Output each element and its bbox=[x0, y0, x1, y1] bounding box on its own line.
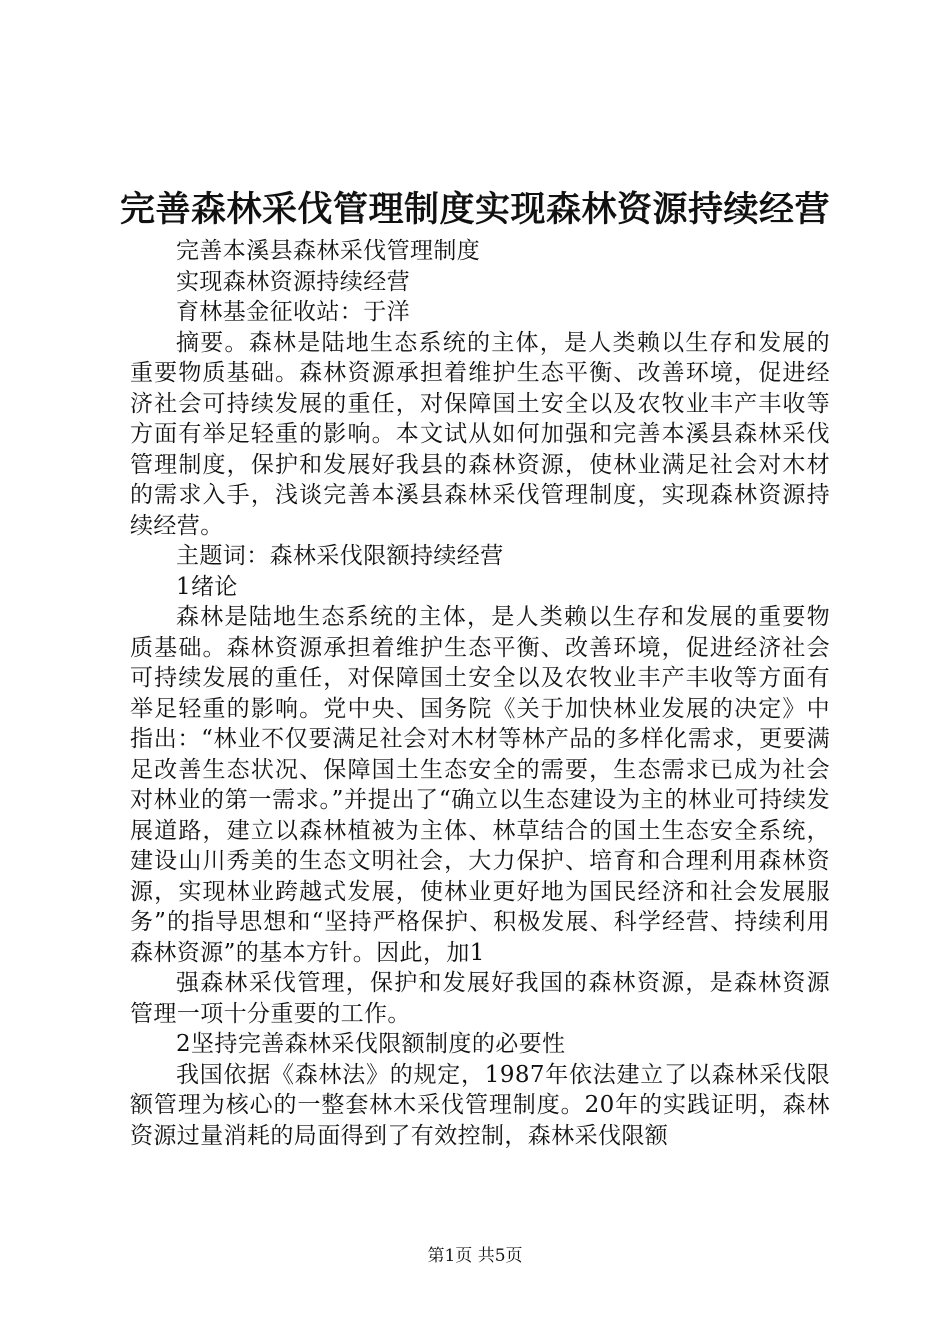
abstract-paragraph: 摘要。森林是陆地生态系统的主体，是人类赖以生存和发展的重要物质基础。森林资源承担着维护生态平衡、改善环境，促进经济社会可持续发展的重任，对保障国土安全以及农牧业丰产丰收等方面有举足轻重的影响。本文试从如何加强和完善本溪县森林采伐管理制度，保护和发展好我县的森林资源，使林业满足社会对木材的需求入手，浅谈完善本溪县森林采伐管理制度，实现森林资源持续经营。 bbox=[130, 329, 830, 539]
body-paragraph: 我国依据《森林法》的规定，1987年依法建立了以森林采伐限额管理为核心的一整套林木采伐管理制度。20年的实践证明，森林资源过量消耗的局面得到了有效控制，森林采伐限额 bbox=[130, 1061, 830, 1149]
page-footer: 第1页 共5页 bbox=[427, 1246, 523, 1266]
body-paragraph: 森林是陆地生态系统的主体，是人类赖以生存和发展的重要物质基础。森林资源承担着维护生态平衡、改善环境，促进经济社会可持续发展的重任，对保障国土安全以及农牧业丰产丰收等方面有举足轻重的影响。党中央、国务院《关于加快林业发展的决定》中指出：“林业不仅要满足社会对木材等林产品的多样化需求，更要满足改善生态状况、保障国土生态安全的需要，生态需求已成为社会对林业的第一需求。”并提出了“确立以生态建设为主的林业可持续发展道路，建立以森林植被为主体、林草结合的国土生态安全系统，建设山川秀美的生态文明社会，大力保护、培育和合理利用森林资源，实现林业跨越式发展，使林业更好地为国民经济和社会发展服务”的指导思想和“坚持严格保护、积极发展、科学经营、持续利用森林资源”的基本方针。因此，加1 bbox=[130, 604, 830, 966]
subtitle-line: 实现森林资源持续经营 bbox=[176, 268, 410, 295]
section-heading: 2坚持完善森林采伐限额制度的必要性 bbox=[176, 1031, 566, 1057]
body-paragraph: 强森林采伐管理，保护和发展好我国的森林资源，是森林资源管理一项十分重要的工作。 bbox=[130, 970, 830, 1027]
keywords-line: 主题词：森林采伐限额持续经营 bbox=[176, 543, 504, 569]
section-heading: 1绪论 bbox=[176, 573, 238, 600]
document-body bbox=[130, 236, 830, 1151]
subtitle-line: 完善本溪县森林采伐管理制度 bbox=[176, 238, 481, 264]
author-line: 育林基金征收站：于洋 bbox=[176, 299, 410, 325]
document-title: 完善森林采伐管理制度实现森林资源持续经营 bbox=[119, 189, 830, 230]
